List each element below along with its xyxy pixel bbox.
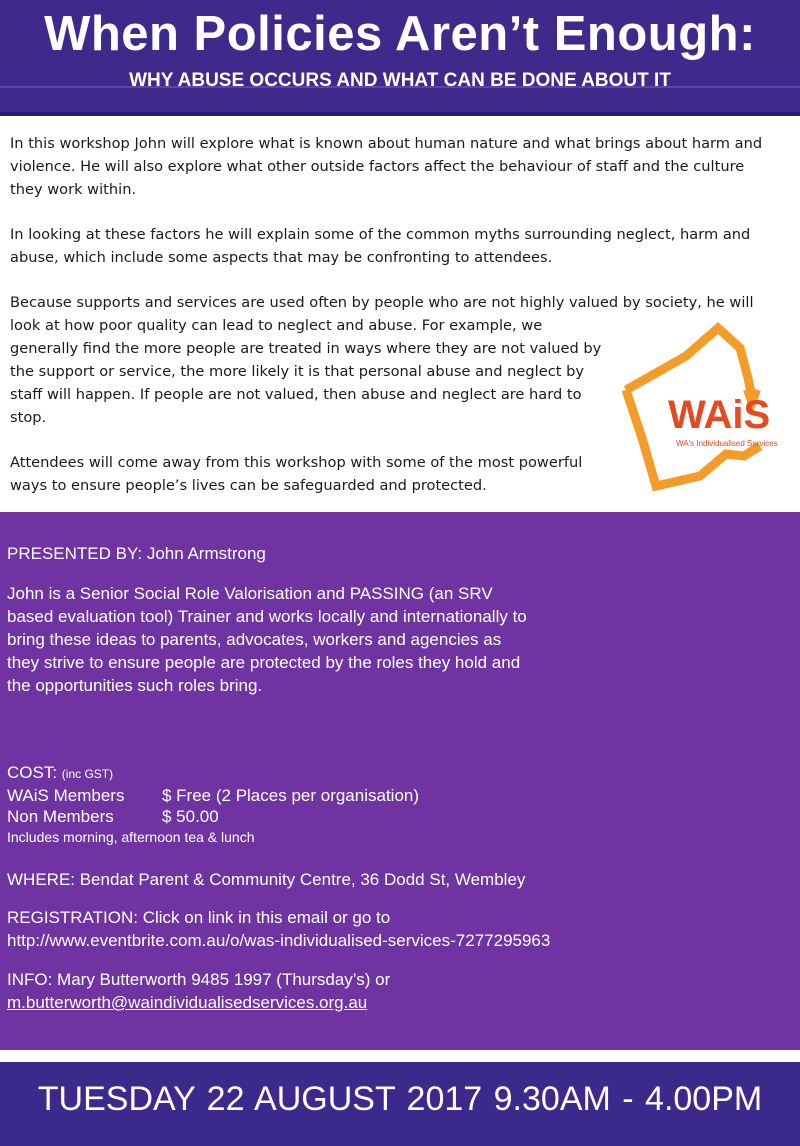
cost-heading: [7, 762, 419, 785]
intro-paragraph-4: Attendees will come away from this workshop with some of the most powerful ways to ensure people’s lives can be safeguarded and protected.: [10, 454, 583, 494]
intro-paragraph-3-start: Because supports and services are used often by people who are not highly valued by society, he will look at how poor quality can lead to neglect and abuse. For example, we: [10, 294, 754, 334]
details-panel: [0, 512, 800, 1050]
page-subtitle: WHY ABUSE OCCURS AND WHAT CAN BE DONE ABOUT IT: [129, 70, 671, 91]
venue-line: WHERE: Bendat Parent & Community Centre, 36 Dodd St, Wembley: [7, 870, 526, 889]
registration-section: [7, 906, 550, 952]
intro-paragraph-2: In looking at these factors he will explain some of the common myths surrounding neglect, harm and abuse, which include some aspects that may be confronting to attendees.: [10, 226, 751, 266]
intro-paragraph-3-end: generally find the more people are treated in ways where they are not valued by the support or service, the more likely it is that personal abuse and neglect by staff will happen. If people are not valued, then abuse and neglect are hard to stop.: [10, 340, 602, 426]
registration-link[interactable]: http://www.eventbrite.com.au/o/was-individualised-services-7277295963: [7, 931, 551, 950]
registration-text: REGISTRATION: Click on link in this email or go to: [7, 908, 391, 927]
cost-section: [7, 762, 419, 848]
nonmembers-label: Non Members: [7, 807, 114, 826]
members-price: $ Free (2 Places per organisation): [162, 786, 420, 805]
members-price-row: [7, 785, 419, 806]
cost-label: COST:: [7, 763, 58, 782]
intro-paragraph-1: In this workshop John will explore what is known about human nature and what brings about harm and violence. He will also explore what other outside factors affect the behaviour of staff and the culture they work within.: [10, 135, 763, 198]
wais-map-logo-icon: [612, 318, 800, 498]
info-text: INFO: Mary Butterworth 9485 1997 (Thursday’s) or: [7, 970, 391, 989]
nonmembers-price-row: [7, 806, 419, 827]
info-section: [7, 968, 390, 1014]
date-banner: [0, 1062, 800, 1146]
logo-tagline: WA's Individualised Services: [676, 439, 778, 448]
page-title: When Policies Aren’t Enough:: [44, 7, 756, 61]
cost-gst-note: (inc GST): [61, 767, 114, 781]
members-label: WAiS Members: [7, 786, 125, 805]
presenter-bio: John is a Senior Social Role Valorisation and PASSING (an SRV based evaluation tool) Trainer and works locally and internationally to bring these ideas to parents, advocates, workers and agencies as they strive to ensure people are protected by the roles they hold and the opportunities such roles bring.: [7, 584, 527, 695]
nonmembers-price: $ 50.00: [162, 807, 219, 826]
header-banner: [0, 0, 800, 116]
presenter-line: PRESENTED BY: John Armstrong: [7, 544, 266, 563]
event-date-time: TUESDAY 22 AUGUST 2017 9.30AM - 4.00PM: [37, 1080, 763, 1118]
catering-note: Includes morning, afternoon tea & lunch: [7, 829, 255, 845]
email-link[interactable]: m.butterworth@waindividualisedservices.org.au: [7, 993, 368, 1012]
logo-wordmark: WAiS: [668, 393, 771, 437]
